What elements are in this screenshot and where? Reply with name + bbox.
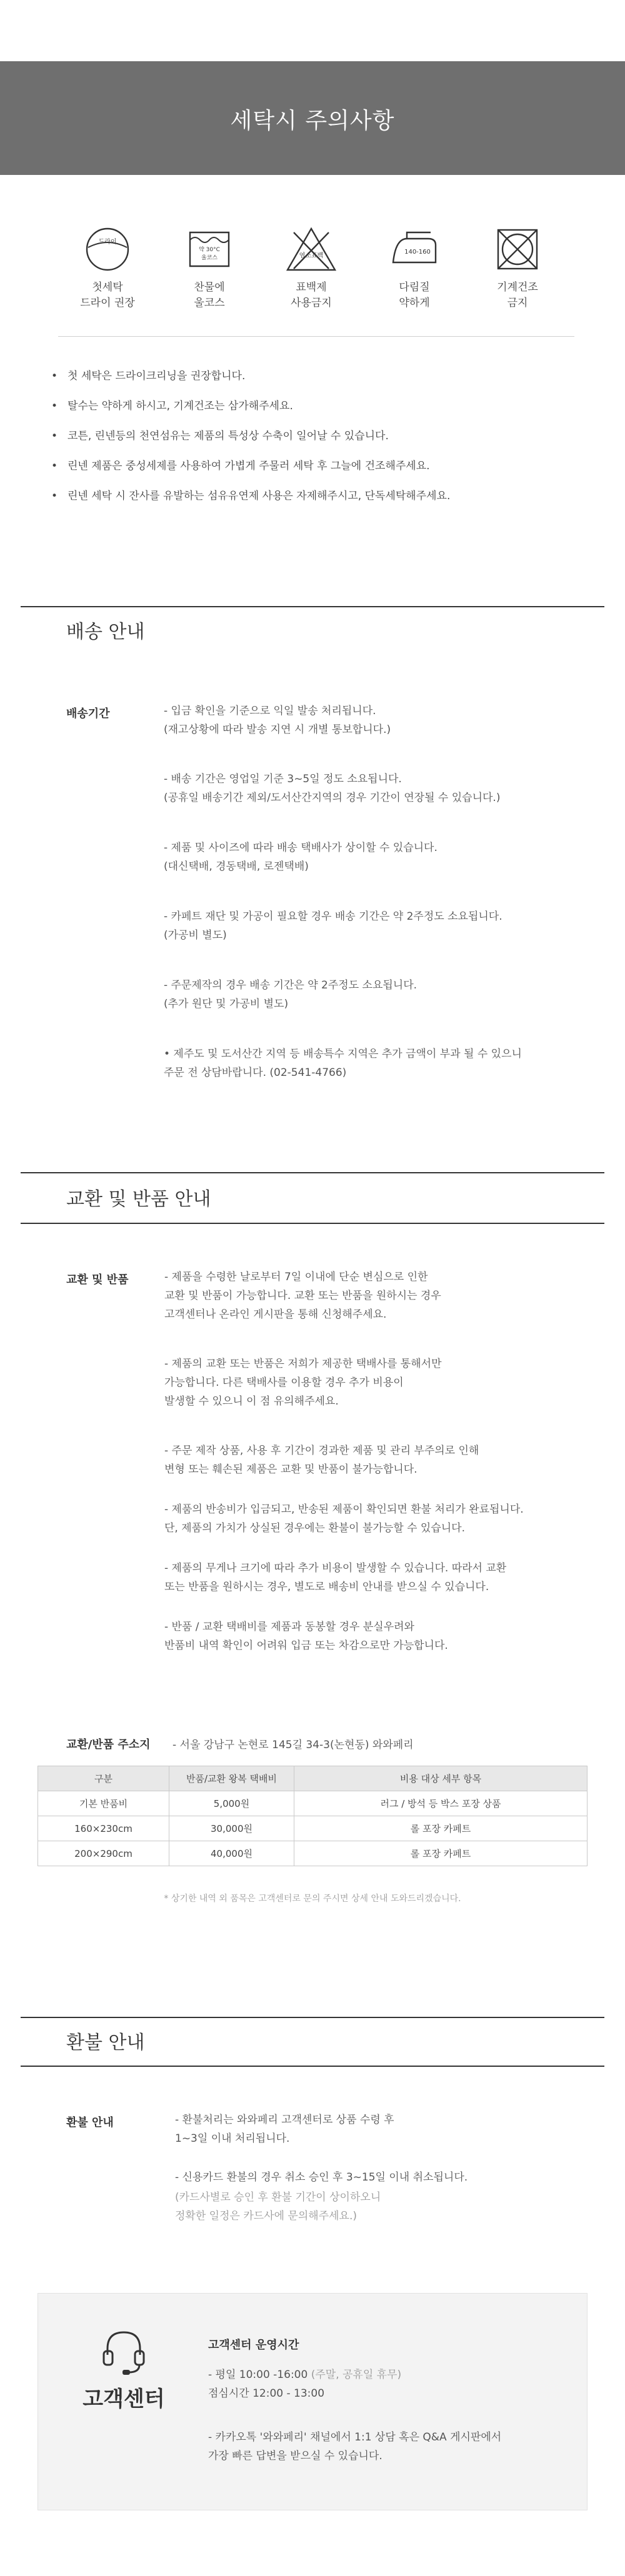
care-label: 다림질 약하게 [399,281,430,309]
customer-center-title: 고객센터 운영시간 [208,2339,299,2352]
iron-icon-text: 140-160 [404,249,431,256]
shipping-title: 배송 안내 [66,621,145,643]
care-label: 첫세탁 드라이 권장 [80,281,135,309]
shipping-period-label: 배송기간 [66,707,110,720]
care-item-hand-wash [169,226,250,311]
section-divider [21,1172,604,1173]
dry-clean-circle-icon [84,226,131,272]
list-item: • 첫 세탁은 드라이크리닝을 권장합니다. [51,369,589,384]
divider [58,336,574,337]
list-item: • 코튼, 린넨등의 천연섬유는 제품의 특성상 수축이 일어날 수 있습니다. [51,429,589,444]
shipping-paragraph: - 제품 및 사이즈에 따라 배송 택배사가 상이할 수 있습니다. (대신택배, 경동택배, 로젠택배) [164,842,438,873]
dry-clean-icon-text: 드라이 [98,239,117,246]
table-row [38,1791,588,1816]
svg-text:약 30°C: 약 30°C [199,247,220,253]
section-divider [21,606,604,607]
section-divider [21,1223,604,1224]
list-item: • 탈수는 약하게 하시고, 기계건조는 삼가해주세요. [51,399,589,414]
shipping-paragraph: • 제주도 및 도서산간 지역 등 배송특수 지역은 추가 금액이 부과 될 수 있으니 주문 전 상담바랍니다. (02-541-4766) [164,1048,522,1079]
table-cell: 5,000원 [169,1791,294,1816]
refund-label: 환불 안내 [66,2116,114,2129]
table-header-row [38,1766,588,1791]
table-row [38,1841,588,1866]
table-header: 비용 대상 세부 항목 [294,1766,588,1791]
refund-paragraph: - 환불처리는 와와페리 고객센터로 상품 수령 후 1~3일 이내 처리됩니다. [175,2114,394,2145]
headset-icon [100,2327,148,2380]
table-footnote: * 상기한 내역 외 품목은 고객센터로 문의 주시면 상세 안내 도와드리겠습니다. [164,1894,461,1904]
care-label: 찬물에 울코스 [194,281,225,309]
table-row [38,1816,588,1841]
refund-paragraph: - 신용카드 환불의 경우 취소 승인 후 3~15일 이내 취소됩니다. [175,2171,468,2184]
section-divider [21,2017,604,2018]
lunch-hours: 점심시간 12:00 - 13:00 [208,2387,325,2400]
exchange-paragraph: - 제품의 무게나 크기에 따라 추가 비용이 발생할 수 있습니다. 따라서 교환 또는 반품을 원하시는 경우, 별도로 배송비 안내를 받으실 수 있습니다. [164,1562,507,1593]
table-cell: 40,000원 [169,1841,294,1866]
refund-title: 환불 안내 [66,2032,145,2054]
care-icons [62,226,562,321]
care-label: 표백제 사용금지 [291,281,332,309]
table-cell: 160×230cm [38,1816,169,1841]
table-header: 반품/교환 왕복 택배비 [169,1766,294,1791]
care-item-no-bleach [271,226,352,311]
exchange-paragraph: - 반품 / 교환 택배비를 제품과 동봉할 경우 분실우려와 반품비 내역 확인이 어려워 입금 또는 차감으로만 가능합니다. [164,1621,448,1652]
return-address-value: - 서울 강남구 논현로 145길 34-3(논현동) 와와페리 [172,1739,414,1751]
return-fee-table [38,1766,588,1866]
no-bleach-icon-text: 염소표백 [299,252,324,259]
care-item-no-tumble-dry [477,226,558,311]
no-tumble-dry-icon [494,226,541,272]
exchange-paragraph: - 제품의 반송비가 입금되고, 반송된 제품이 확인되면 환불 처리가 완료됩니다. 단, 제품의 가치가 상실된 경우에는 환불이 불가능할 수 있습니다. [164,1503,524,1534]
care-notes-list [51,369,589,519]
operating-hours [208,2365,401,2384]
exchange-paragraph: - 제품의 교환 또는 반품은 저희가 제공한 택배사를 통해서만 가능합니다. 다른 택배사를 이용할 경우 추가 비용이 발생할 수 있으니 이 점 유의해주세요. [164,1358,442,1408]
table-cell: 러그 / 방석 등 박스 포장 상품 [294,1791,588,1816]
list-item: • 린넨 세탁 시 잔사를 유발하는 섬유유연제 사용은 자제해주시고, 단독세탁해주세요. [51,489,589,504]
care-label: 기계건조 금지 [497,281,538,309]
hand-wash-tub-icon [186,226,232,272]
no-bleach-triangle-icon [285,226,338,272]
shipping-paragraph: - 배송 기간은 영업일 기준 3~5일 정도 소요됩니다. (공휴일 배송기간 제외/도서산간지역의 경우 기간이 연장될 수 있습니다.) [164,773,501,804]
exchange-paragraph: - 제품을 수령한 날로부터 7일 이내에 단순 변심으로 인한 교환 및 반품이 가능합니다. 교환 또는 반품을 원하시는 경우 고객센터나 온라인 게시판을 통해 신청해주세요. [164,1271,441,1321]
table-cell: 롤 포장 카페트 [294,1841,588,1866]
table-cell: 200×290cm [38,1841,169,1866]
table-header: 구분 [38,1766,169,1791]
table-cell: 기본 반품비 [38,1791,169,1816]
customer-center-label: 고객센터 [82,2387,165,2412]
weekday-hours: - 평일 10:00 -16:00 [208,2369,311,2381]
care-item-dry-clean [67,226,148,311]
exchange-title: 교환 및 반품 안내 [66,1188,211,1210]
holiday-note: (주말, 공휴일 휴무) [311,2369,402,2381]
refund-note: (카드사별로 승인 후 환불 기간이 상이하오니 정확한 일정은 카드사에 문의해주세요.) [175,2191,381,2222]
list-item: • 린넨 제품은 중성세제를 사용하여 가볍게 주물러 세탁 후 그늘에 건조해주세요. [51,459,589,474]
iron-icon [388,226,441,272]
shipping-paragraph: - 입금 확인을 기준으로 익일 발송 처리됩니다. (재고상황에 따라 발송 지연 시 개별 통보합니다.) [164,705,391,736]
care-item-iron [374,226,455,311]
shipping-paragraph: - 주문제작의 경우 배송 기간은 약 2주정도 소요됩니다. (추가 원단 및 가공비 별도) [164,979,418,1010]
table-cell: 롤 포장 카페트 [294,1816,588,1841]
return-address-label: 교환/반품 주소지 [66,1738,151,1751]
shipping-paragraph: - 카페트 재단 및 가공이 필요할 경우 배송 기간은 약 2주정도 소요됩니다. (가공비 별도) [164,910,502,942]
table-cell: 30,000원 [169,1816,294,1841]
exchange-label: 교환 및 반품 [66,1273,129,1286]
kakao-contact: - 카카오톡 '와와페리' 채널에서 1:1 상담 혹은 Q&A 게시판에서 가장 빠른 답변을 받으실 수 있습니다. [208,2431,502,2462]
page-title: 세탁시 주의사항 [230,108,395,134]
svg-text:울코스: 울코스 [201,255,218,261]
section-divider [21,2066,604,2067]
exchange-paragraph: - 주문 제작 상품, 사용 후 기간이 경과한 제품 및 관리 부주의로 인해 변형 또는 훼손된 제품은 교환 및 반품이 불가능합니다. [164,1445,479,1476]
